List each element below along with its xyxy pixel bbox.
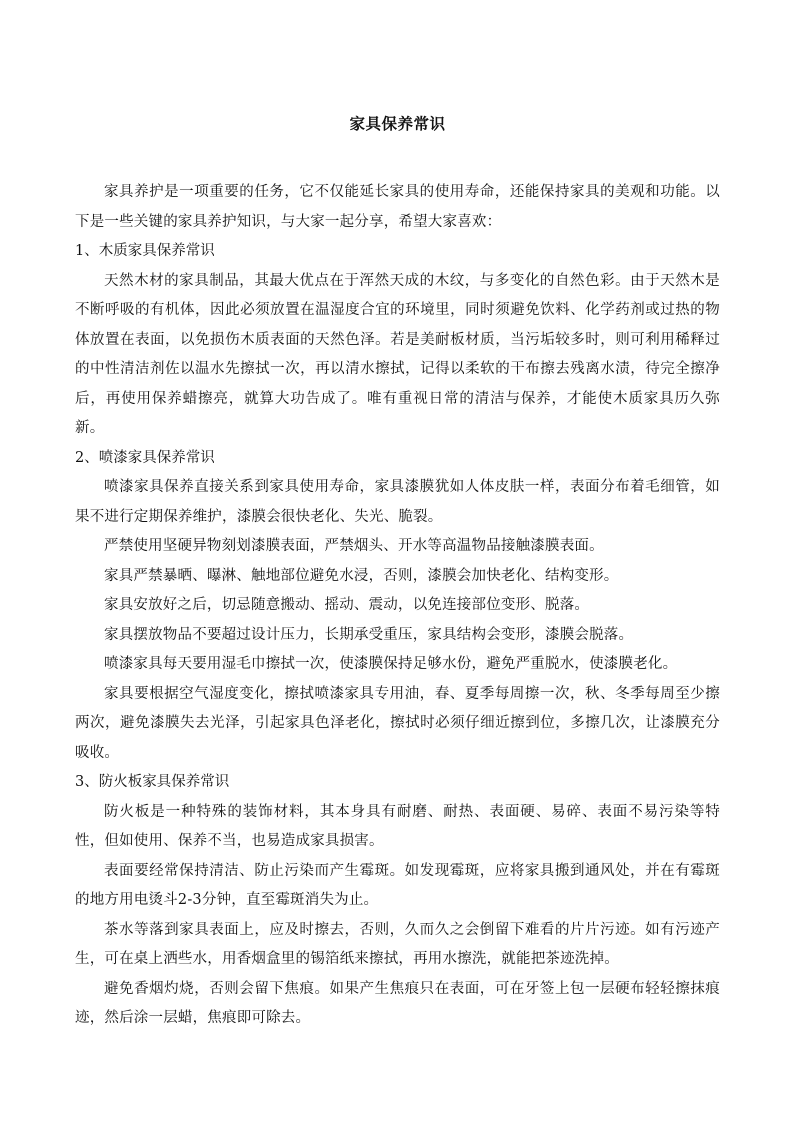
paragraph: 家具安放好之后，切忌随意搬动、摇动、震动，以免连接部位变形、脱落。 [104,597,590,613]
paragraph: 家具摆放物品不要超过设计压力，长期承受重压，家具结构会变形，漆膜会脱落。 [104,626,634,643]
document-body [75,178,720,1034]
section-heading-fireproof: 3、防火板家具保养常识 [75,774,230,790]
paragraph: 喷漆家具每天要用湿毛巾擦拭一次，使漆膜保持足够水份，避免严重脱水，使漆膜老化。 [104,656,678,672]
paragraph: 家具要根据空气湿度变化，擦拭喷漆家具专用油，春、夏季每周擦一次，秋、冬季每周至少擦两次，避免漆膜失去光泽，引起家具色泽老化，擦拭时必须仔细近擦到位，多擦几次，让漆膜充分吸收。 [75,685,720,761]
paragraph: 茶水等落到家具表面上，应及时擦去，否则，久而久之会倒留下难看的片片污迹。如有污迹产生，可在桌上洒些水，用香烟盒里的锡箔纸来擦拭，再用水擦洗，就能把茶迹洗掉。 [75,921,720,967]
paragraph: 严禁使用坚硬异物刻划漆膜表面，严禁烟头、开水等高温物品接触漆膜表面。 [104,538,604,554]
paragraph: 喷漆家具保养直接关系到家具使用寿命，家具漆膜犹如人体皮肤一样，表面分布着毛细管，如果不进行定期保养维护，漆膜会很快老化、失光、脆裂。 [75,479,720,525]
paragraph: 防火板是一种特殊的装饰材料，其本身具有耐磨、耐热、表面硬、易碎、表面不易污染等特性，但如使用、保养不当，也易造成家具损害。 [75,803,720,849]
paragraph: 表面要经常保持清洁、防止污染而产生霉斑。如发现霉斑，应将家具搬到通风处，并在有霉斑的地方用电烫斗2-3分钟，直至霉斑消失为止。 [75,862,720,908]
intro-paragraph: 家具养护是一项重要的任务，它不仅能延长家具的使用寿命，还能保持家具的美观和功能。以下是一些关键的家具养护知识，与大家一起分享，希望大家喜欢： [75,184,720,230]
section-heading-painted: 2、喷漆家具保养常识 [75,449,215,466]
paragraph: 避免香烟灼烧，否则会留下焦痕。如果产生焦痕只在表面，可在牙签上包一层硬布轻轻擦抹痕迹，然后涂一层蜡，焦痕即可除去。 [75,980,720,1026]
document-title: 家具保养常识 [349,114,446,133]
paragraph: 家具严禁暴晒、曝淋、触地部位避免水浸，否则，漆膜会加快老化、结构变形。 [104,567,619,584]
paragraph: 天然木材的家具制品，其最大优点在于浑然天成的木纹，与多变化的自然色彩。由于天然木是不断呼吸的有机体，因此必须放置在温湿度合宜的环境里，同时须避免饮料、化学药剂或过热的物体放置在表面，以免损伤木质表面的天然色泽。若是美耐板材质，当污垢较多时，则可利用稀释过的中性清洁剂佐以温水先擦拭一次，再以清水擦拭，记得以柔软的干布擦去残离水渍，待完全擦净后，再使用保养蜡擦亮，就算大功告成了。唯有重视日常的清洁与保养，才能使木质家具历久弥新。 [75,272,720,436]
section-heading-wood: 1、木质家具保养常识 [75,243,215,259]
